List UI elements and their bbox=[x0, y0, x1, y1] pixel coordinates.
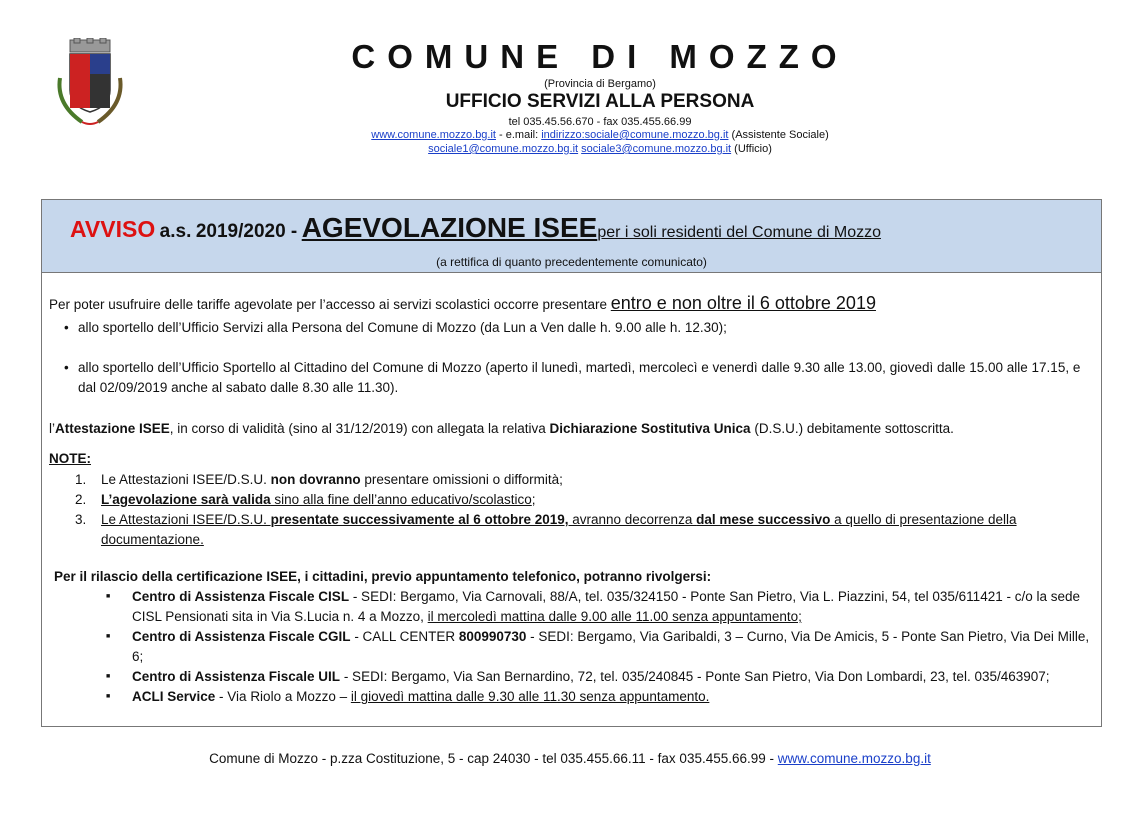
note-number: 2. bbox=[75, 492, 87, 507]
note-bold: L’agevolazione sarà valida bbox=[101, 492, 271, 507]
note-bold: presentate successivamente al 6 ottobre 2019, bbox=[270, 512, 569, 527]
center-text: - SEDI: Bergamo, Via San Bernardino, 72, tel. 035/240845 - Ponte San Pietro, Via Don Lombardi, 23, tel. 035/463907; bbox=[340, 669, 1050, 684]
list-item: • allo sportello dell’Ufficio Servizi alla Persona del Comune di Mozzo (da Lun a Ven dalle h. 9.00 alle h. 12.30); bbox=[78, 318, 1093, 338]
att-bold2: Dichiarazione Sostitutiva Unica bbox=[549, 421, 751, 436]
center-acli bbox=[132, 687, 1092, 707]
deadline: entro e non oltre il 6 ottobre 2019 bbox=[610, 293, 876, 313]
center-text: - SEDI: Bergamo, Via Carnovali, 88/A, tel. 035/324150 - Ponte San Pietro, Via L. Piazzini, 54, tel 035/611421 - c/o la sede CISL Pensionati sita in Via S.Lucia n. 4 a Mozzo, bbox=[132, 589, 1081, 624]
note-text: avranno decorrenza bbox=[568, 512, 697, 527]
att-pre: l’ bbox=[49, 421, 55, 436]
notice-header bbox=[42, 200, 1101, 273]
note-item bbox=[75, 470, 1093, 490]
isee-title: AGEVOLAZIONE ISEE bbox=[301, 212, 598, 243]
att-end: (D.S.U.) debitamente sottoscritta. bbox=[750, 421, 954, 436]
attestation-paragraph bbox=[49, 419, 1094, 439]
centers-intro: Per il rilascio della certificazione ISEE, i cittadini, previo appuntamento telefonico, potranno rivolgersi: bbox=[54, 569, 712, 584]
email3-link[interactable]: sociale3@comune.mozzo.bg.it bbox=[581, 143, 732, 155]
residents-subtitle: per i soli residenti del Comune di Mozzo bbox=[597, 224, 881, 241]
note-number: 3. bbox=[75, 512, 87, 527]
center-cisl bbox=[132, 587, 1092, 627]
center-name: Centro di Assistenza Fiscale UIL bbox=[132, 669, 341, 684]
intro-paragraph bbox=[49, 293, 1094, 315]
phone-fax: tel 035.45.56.670 - fax 035.455.66.99 bbox=[508, 116, 692, 128]
note-text: Le Attestazioni ISEE/D.S.U. bbox=[101, 472, 271, 487]
notice-title bbox=[70, 212, 881, 244]
center-uil bbox=[132, 667, 1092, 687]
att-bold: Attestazione ISEE bbox=[55, 421, 170, 436]
email-prefix: - e.mail: bbox=[495, 129, 542, 141]
municipal-crest-icon bbox=[52, 38, 128, 130]
contact-line-2 bbox=[220, 143, 980, 155]
notice-box bbox=[41, 199, 1102, 727]
list-item: • allo sportello dell’Ufficio Sportello al Cittadino del Comune di Mozzo (aperto il lunedì, martedì, mercolecì e venerdì dalle 9.30 alle 13.00, giovedì dalle 15.00 alle 17.15, e dal 02/09/2019 anche al sabato dalle 8.30 alle 11.30). bbox=[78, 358, 1093, 398]
page-title: COMUNE DI MOZZO bbox=[351, 38, 849, 75]
center-cgil bbox=[132, 627, 1092, 667]
rettifica-note: (a rettifica di quanto precedentemente comunicato) bbox=[436, 255, 707, 269]
center-name: Centro di Assistenza Fiscale CGIL bbox=[132, 629, 351, 644]
page-footer bbox=[0, 751, 1140, 766]
note-text: presentare omissioni o difformità; bbox=[360, 472, 563, 487]
center-text: - Via Riolo a Mozzo – bbox=[215, 689, 351, 704]
email-social-link[interactable]: indirizzo:sociale@comune.mozzo.bg.it bbox=[541, 129, 729, 141]
note-text: a quello di presentazione della documentazione bbox=[101, 512, 1017, 547]
note-number: 1. bbox=[75, 472, 87, 487]
note-bold: dal mese successivo bbox=[696, 512, 831, 527]
contact-line-1 bbox=[220, 129, 980, 141]
note-text: . bbox=[200, 532, 204, 547]
office-name: UFFICIO SERVIZI ALLA PERSONA bbox=[445, 91, 755, 112]
note-text: Le Attestazioni ISEE/D.S.U. bbox=[101, 512, 271, 527]
call-center-number: 800990730 bbox=[458, 629, 527, 644]
note-bold: non dovranno bbox=[270, 472, 361, 487]
center-name: Centro di Assistenza Fiscale CISL bbox=[132, 589, 350, 604]
center-name: ACLI Service bbox=[132, 689, 216, 704]
avviso-label: AVVISO bbox=[70, 216, 156, 242]
note-underline: sino alla fine dell’anno educativo/scolastico bbox=[270, 492, 532, 507]
school-year-label: a.s. bbox=[159, 221, 192, 242]
center-hours: il giovedì mattina dalle 9.30 alle 11.30 senza appuntamento. bbox=[350, 689, 710, 704]
province: (Provincia di Bergamo) bbox=[544, 78, 656, 90]
school-year: 2019/2020 - bbox=[195, 221, 298, 242]
email-office-note: (Ufficio) bbox=[731, 143, 772, 155]
email-social-note: (Assistente Sociale) bbox=[728, 129, 829, 141]
note-text: ; bbox=[531, 492, 536, 507]
email2-link[interactable]: sociale1@comune.mozzo.bg.it bbox=[428, 143, 579, 155]
footer-text: Comune di Mozzo - p.zza Costituzione, 5 - cap 24030 - tel 035.455.66.11 - fax 035.455.66.99 - bbox=[209, 751, 778, 766]
note-item bbox=[75, 490, 1093, 510]
center-text: - SEDI: Bergamo, Via Garibaldi, 3 – Curno, Via De Amicis, 5 - Ponte San Pietro, Via Dei Mille, 6; bbox=[132, 629, 1090, 664]
notes-title: NOTE: bbox=[49, 451, 91, 466]
center-hours: il mercoledì mattina dalle 9.00 alle 11.00 senza appuntamento; bbox=[427, 609, 802, 624]
note-item bbox=[75, 510, 1093, 550]
att-mid: , in corso di validità (sino al 31/12/2019) con allegata la relativa bbox=[169, 421, 550, 436]
center-text: - CALL CENTER bbox=[350, 629, 459, 644]
intro-text: Per poter usufruire delle tariffe agevolate per l’accesso ai servizi scolastici occorre presentare bbox=[49, 297, 611, 312]
footer-website-link[interactable]: www.comune.mozzo.bg.it bbox=[777, 751, 931, 766]
website-link[interactable]: www.comune.mozzo.bg.it bbox=[371, 129, 496, 141]
